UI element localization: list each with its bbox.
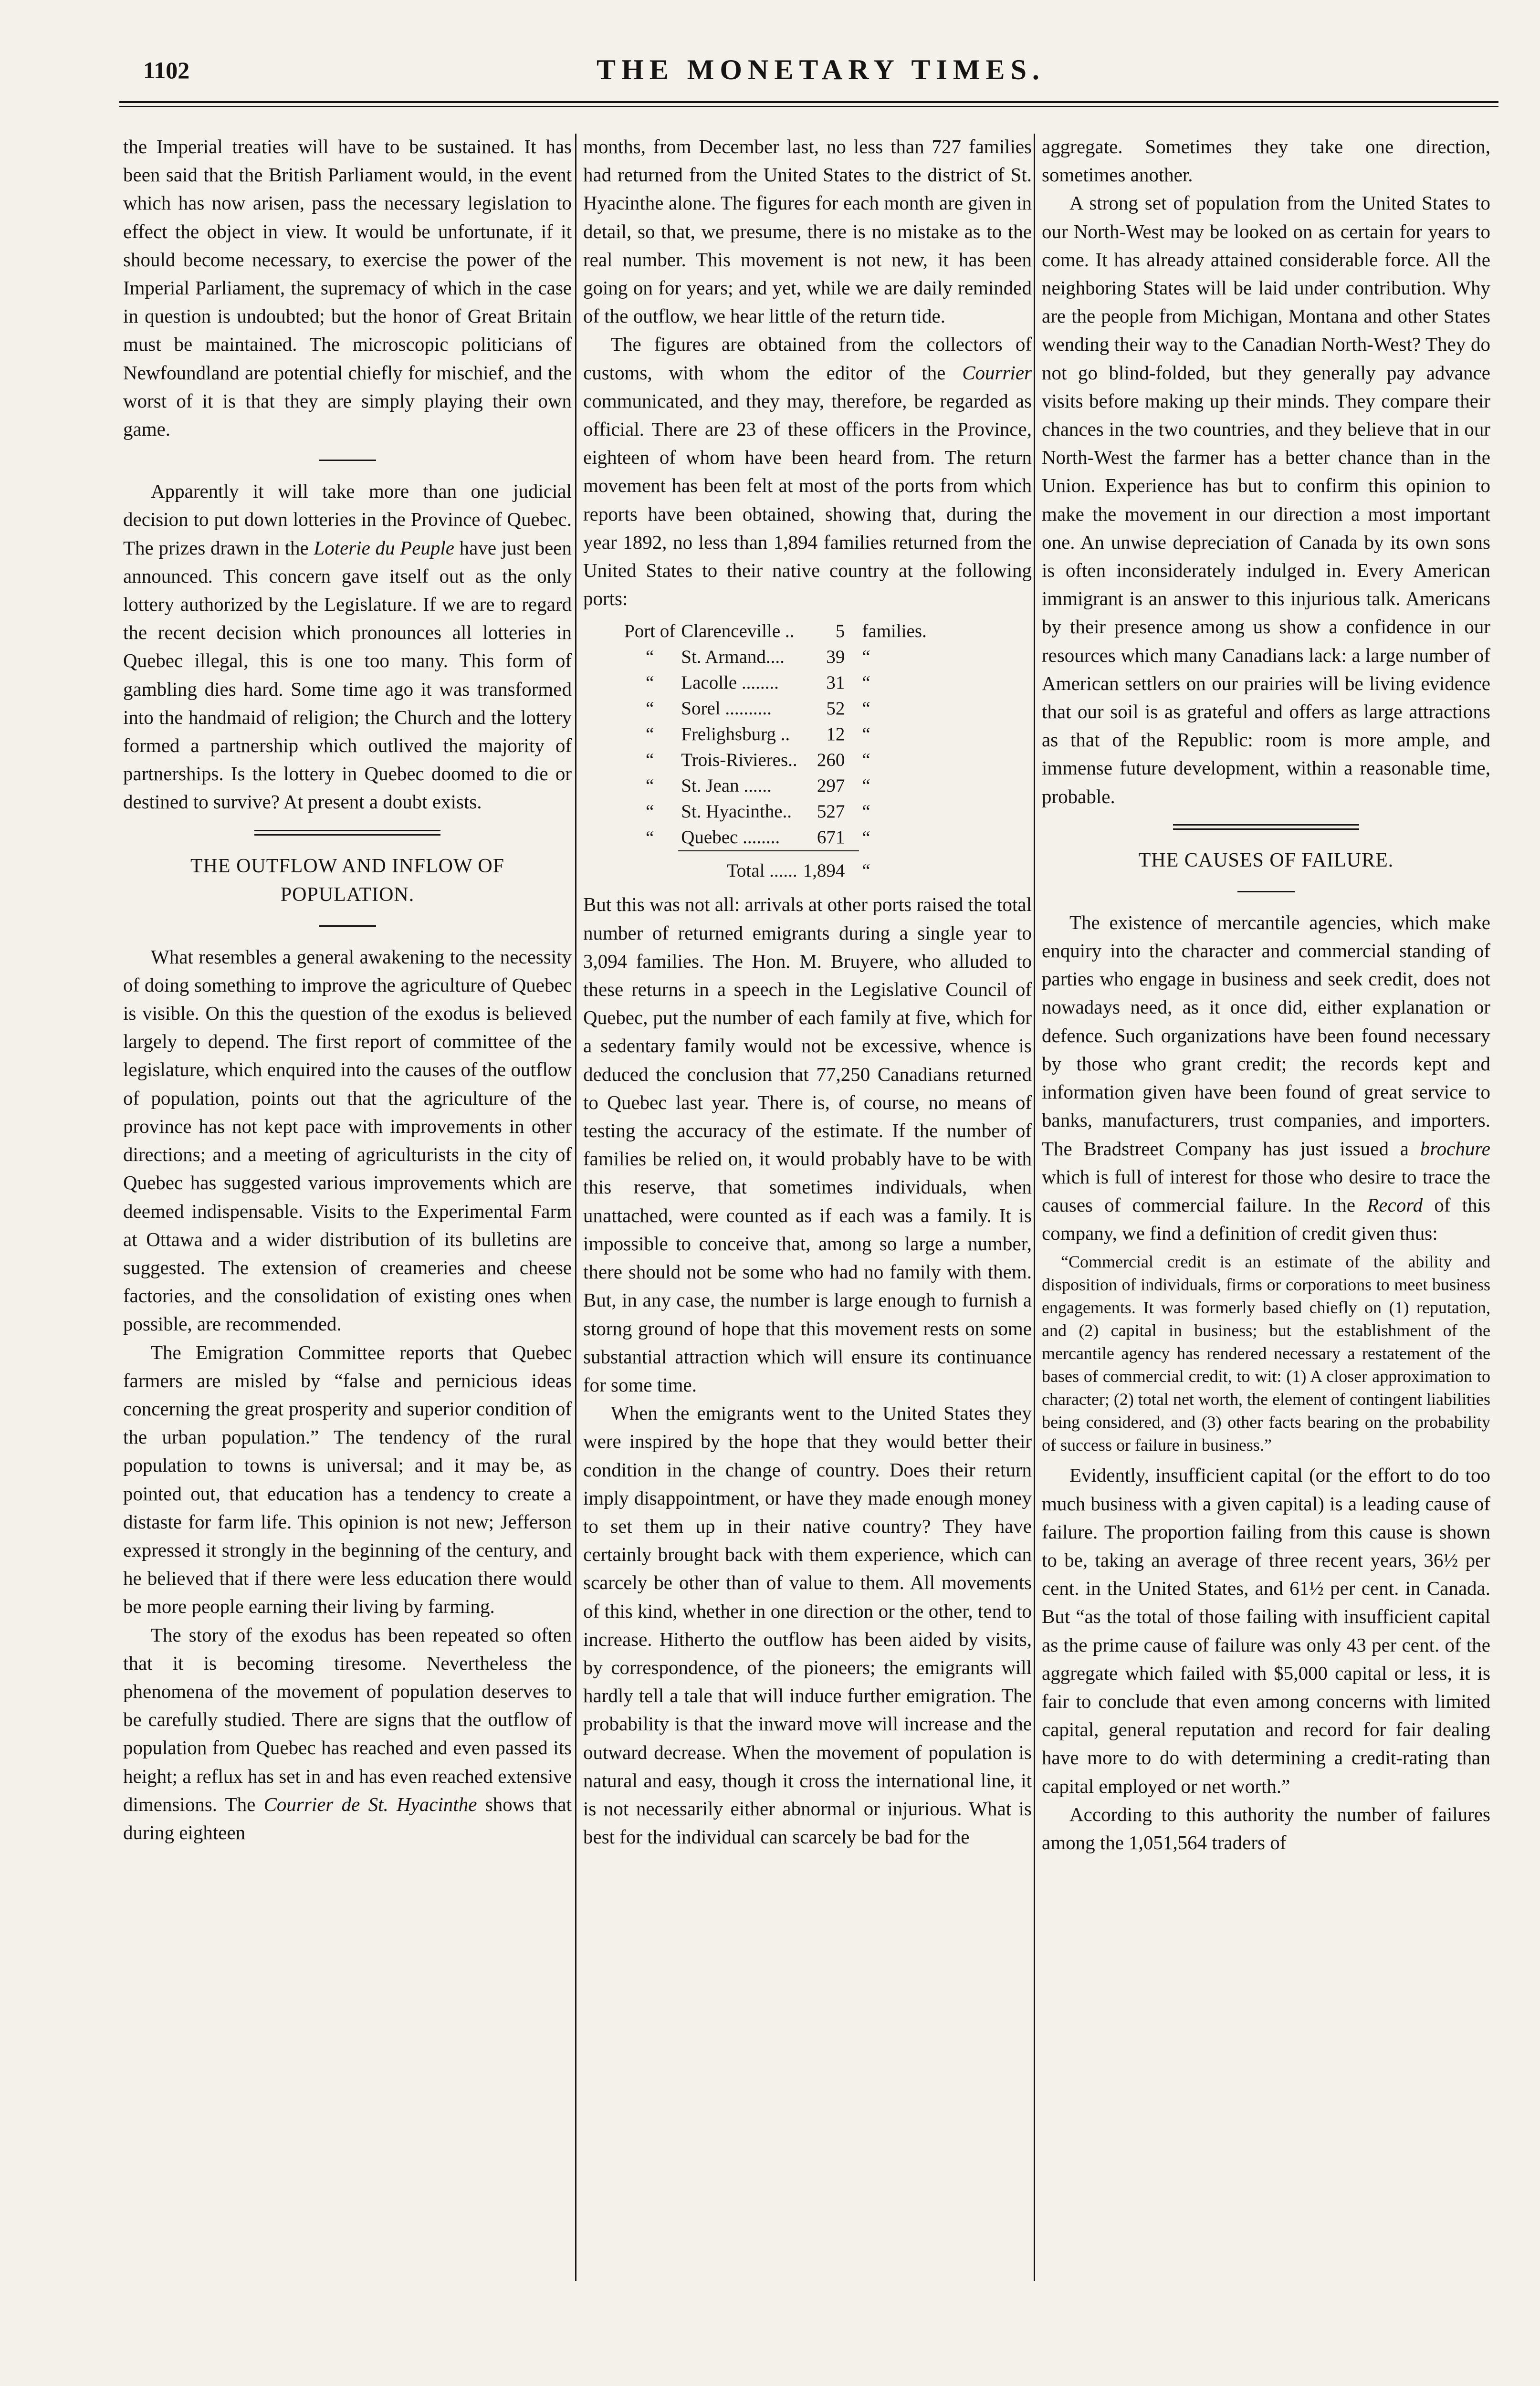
total-label: Total ...... bbox=[678, 851, 800, 884]
port-prefix: “ bbox=[645, 750, 654, 771]
port-unit: “ bbox=[862, 750, 870, 771]
table-row bbox=[621, 670, 930, 696]
text-run: communicated, and they may, therefore, be regarded as official. There are 23 of these officers in the Province, eighteen of whom have been heard from. The return movement has been felt at most of the ports from which reports have been obtained, showing that, during the year 1892, no less than 1,894 families returned from the United States to their native country at the following ports: bbox=[583, 389, 1032, 610]
article-paragraph bbox=[123, 1621, 572, 1847]
masthead: THE MONETARY TIMES. bbox=[597, 54, 1045, 85]
ports-table bbox=[621, 618, 930, 884]
article-paragraph bbox=[1042, 909, 1490, 1247]
column-divider bbox=[575, 134, 576, 2281]
column-3 bbox=[1042, 133, 1490, 1857]
table-row bbox=[621, 722, 930, 747]
quote-text: “Commercial credit is an estimate of the ability and disposition of individuals, firms or corporations to meet business engagements. It was formerly based chiefly on (1) reputation, and (2) capital in business; but the establishment of the mercantile agency has rendered necessary a restatement of the bases of commercial credit, to wit: (1) A closer approximation to character; (2) total net worth, the element of contingent liabilities being considered, and (3) other facts bearing on the probability of success or failure in business.” bbox=[1042, 1252, 1490, 1455]
port-unit: “ bbox=[862, 698, 870, 719]
article-paragraph bbox=[583, 330, 1032, 613]
port-prefix: “ bbox=[645, 647, 654, 668]
port-count: 260 bbox=[817, 750, 845, 771]
text-run: which is full of interest for those who desire to trace the causes of commercial failure. In the bbox=[1042, 1165, 1490, 1216]
port-unit: “ bbox=[862, 647, 870, 668]
separator-rule bbox=[319, 925, 376, 927]
table-row-total bbox=[621, 851, 930, 884]
port-name: Trois-Rivieres.. bbox=[681, 750, 797, 771]
port-name: St. Hyacinthe.. bbox=[681, 801, 792, 822]
table-row bbox=[621, 747, 930, 773]
table-row bbox=[621, 825, 930, 851]
port-unit: “ bbox=[862, 724, 870, 745]
port-count: 5 bbox=[835, 621, 845, 642]
header-rule-thin bbox=[119, 106, 1498, 107]
port-prefix: “ bbox=[645, 801, 654, 822]
text-run: shows that during eighteen bbox=[123, 1793, 572, 1843]
text-run: of this company, we find a definition of credit given thus: bbox=[1042, 1193, 1490, 1245]
italic-word: brochure bbox=[1420, 1137, 1490, 1160]
article-paragraph: The Emigration Committee reports that Quebec farmers are misled by “false and pernicious ideas concerning the great prosperity and superior condition of the urban population.” The tendency of the rural population to towns is universal; and it may be, as pointed out, that education has a tendency to create a distaste for farm life. This opinion is not new; Jefferson expressed it strongly in the beginning of the century, and he believed that if there were less education there would be more people earning their living by farming. bbox=[123, 1341, 572, 1618]
column-divider bbox=[1034, 134, 1035, 2281]
text-run: The existence of mercantile agencies, which make enquiry into the character and commercial standing of parties who engage in business and seek credit, does not nowadays need, as it once did, either explanation or defence. Such organizations have been found necessary by those who grant credit; the records kept and information given have been found of great service to banks, manufacturers, trust companies, and importers. The Bradstreet Company has just issued a bbox=[1042, 911, 1490, 1160]
header-rule bbox=[119, 101, 1498, 103]
section-heading: THE CAUSES OF FAILURE. bbox=[1138, 849, 1394, 871]
port-unit: “ bbox=[862, 801, 870, 822]
port-prefix: “ bbox=[645, 724, 654, 745]
total-value: 1,894 bbox=[800, 851, 859, 884]
article-paragraph: A strong set of population from the United States to our North-West may be looked on as certain for years to come. It has already attained considerable force. All the neighboring States will be laid under contribution. Why are the people from Michigan, Montana and other States wending their way to the Canadian North-West? They do not go blind-folded, but they generally pay advance visits before making up their minds. They compare their chances in the two countries, and they believe that in our North-West the farmer has a better chance than in the Union. Experience has but to confirm this opinion to make the movement in our direction a most important one. An unwise depreciation of Canada by its own sons is often inconsiderately indulged in. Every American immigrant is an answer to this injurious talk. Americans by their presence among us show a confidence in our resources which many Canadians lack: a large number of American settlers on our prairies will be living evidence that our soil is as grateful and offers as large attractions as that of the Republic: room is more ample, and immense future development, within a reasonable time, probable. bbox=[1042, 192, 1490, 807]
section-separator bbox=[1173, 824, 1359, 830]
table-row bbox=[621, 799, 930, 825]
port-count: 12 bbox=[826, 724, 845, 745]
separator-rule bbox=[1237, 891, 1295, 892]
port-count: 39 bbox=[826, 647, 845, 668]
port-unit: “ bbox=[862, 827, 870, 848]
port-count: 297 bbox=[817, 775, 845, 796]
italic-title: Loterie du Peuple bbox=[314, 536, 454, 559]
port-name: Clarenceville .. bbox=[681, 621, 795, 642]
port-unit: “ bbox=[862, 775, 870, 796]
article-paragraph bbox=[123, 477, 572, 816]
column-1 bbox=[123, 133, 572, 1847]
table-row bbox=[621, 773, 930, 799]
article-paragraph: According to this authority the number of failures among the 1,051,564 traders of bbox=[1042, 1803, 1490, 1853]
port-prefix: “ bbox=[645, 698, 654, 719]
article-paragraph: But this was not all: arrivals at other ports raised the total number of returned emigrants during a single year to 3,094 families. The Hon. M. Bruyere, who alluded to these returns in a speech in the Legislative Council of Quebec, put the number of each family at five, which for a sedentary family would not be excessive, whence is deduced the conclusion that 77,250 Canadians returned to Quebec last year. There is, of course, no means of testing the accuracy of the estimate. If the number of families be relied on, it would probably have to be with this reserve, that sometimes individuals, when unattached, were counted as if each was a family. It is impossible to conceive that, among so large a number, there should not be some who had no family with them. But, in any case, the number is large enough to furnish a storng ground of hope that this movement rests on some substantial attraction which will ensure its continuance for some time. bbox=[583, 893, 1032, 1396]
port-prefix: “ bbox=[645, 672, 654, 693]
article-paragraph: months, from December last, no less than 727 families had returned from the United States to the district of St. Hyacinthe alone. The figures for each month are given in detail, so that, we presume, there is no mistake as to the real number. This movement is not new, it has been going on for years; and yet, while we are daily reminded of the outflow, we hear little of the return tide. bbox=[583, 136, 1032, 327]
block-quote bbox=[1042, 1250, 1490, 1456]
text-run: Apparently it will take more than one judicial decision to put down lotteries in the Province of Quebec. The prizes drawn in the bbox=[123, 480, 572, 559]
text-run: The figures are obtained from the collectors of customs, with whom the editor of the bbox=[583, 333, 1032, 384]
port-count: 52 bbox=[826, 698, 845, 719]
total-unit: “ bbox=[862, 860, 870, 881]
text-run: have just been announced. This concern gave itself out as the only lottery authorized by the Legislature. If we are to regard the recent decision which pronounces all lotteries in Quebec illegal, this is one too many. This form of gambling dies hard. Some time ago it was transformed into the handmaid of religion; the Church and the lottery formed a partnership which outlived the majority of partnerships. Is the lottery in Quebec doomed to die or destined to survive? At present a doubt exists. bbox=[123, 536, 572, 813]
port-count: 31 bbox=[826, 672, 845, 693]
article-paragraph: the Imperial treaties will have to be sustained. It has been said that the British Parliament would, in the event which has now arisen, pass the necessary legislation to effect the object in view. It would be unfortunate, if it should become necessary, to exercise the power of the Imperial Parliament, the supremacy of which in the case in question is undoubted; but the honor of Great Britain must be maintained. The microscopic politicians of Newfoundland are potential chiefly for mischief, and the worst of it is that they are simply playing their own game. bbox=[123, 136, 572, 440]
article-paragraph: What resembles a general awakening to the necessity of doing something to improve the agriculture of Quebec is visible. On this the question of the exodus is believed largely to depend. The first report of committee of the legislature, which enquired into the causes of the outflow of population, points out that the agriculture of the province has not kept pace with improvements in other directions; and a meeting of agriculturists in the city of Quebec has suggested various improvements which are deemed indispensable. Visits to the Experimental Farm at Ottawa and a wider distribution of its bulletins are suggested. The extension of creameries and cheese factories, and the consolidation of existing ones when possible, are recommended. bbox=[123, 945, 572, 1335]
table-row bbox=[621, 696, 930, 722]
port-name: St. Armand.... bbox=[681, 647, 785, 668]
column-2 bbox=[583, 133, 1032, 1851]
text-run: The story of the exodus has been repeated so often that it is becoming tiresome. Nevertheless the phenomena of the movement of population deserves to be carefully studied. There are signs that the outflow of population from Quebec has reached and even passed its height; a reflux has set in and has even reached extensive dimensions. The bbox=[123, 1623, 572, 1815]
port-prefix: Port of bbox=[624, 621, 676, 642]
article-paragraph: When the emigrants went to the United States they were inspired by the hope that they would better their condition in the change of country. Does their return imply disappointment, or have they made enough money to set them up in their native country? They have certainly brought back with them experience, which can scarcely be other than of value to them. All movements of this kind, whether in one direction or the other, tend to increase. Hitherto the outflow has been aided by visits, by correspondence, of the pioneers; the emigrants will hardly tell a tale that will induce further emigration. The probability is that the inward move will increase and the outward decrease. When the movement of population is natural and easy, though it cross the international line, it is not necessarily either abnormal or injurious. What is best for the individual can scarcely be bad for the bbox=[583, 1402, 1032, 1848]
port-name: Sorel .......... bbox=[681, 698, 772, 719]
article-paragraph: aggregate. Sometimes they take one direction, sometimes another. bbox=[1042, 136, 1490, 186]
page-number: 1102 bbox=[143, 57, 190, 84]
article-paragraph: Evidently, insufficient capital (or the effort to do too much business with a given capital) is a leading cause of failure. The proportion failing from this cause is shown to be, taking an average of three recent years, 36½ per cent. in the United States, and 61½ per cent. in Canada. But “as the total of those failing with insufficient capital as the prime cause of failure was only 43 per cent. of the aggregate which failed with $5,000 capital or less, it is fair to conclude that even among concerns with limited capital, general reputation and record for fair dealing have more to do with determining a credit-rating than capital employed or net worth.” bbox=[1042, 1464, 1490, 1797]
port-unit: families. bbox=[862, 621, 927, 642]
port-unit: “ bbox=[862, 672, 870, 693]
italic-word: Record bbox=[1367, 1193, 1423, 1216]
port-name: Lacolle ........ bbox=[681, 672, 779, 693]
port-prefix: “ bbox=[645, 775, 654, 796]
separator-rule bbox=[319, 460, 376, 461]
port-count: 527 bbox=[817, 801, 845, 822]
port-count: 671 bbox=[817, 827, 845, 848]
port-name: St. Jean ...... bbox=[681, 775, 772, 796]
port-name: Frelighsburg .. bbox=[681, 724, 790, 745]
italic-title: Courrier bbox=[962, 361, 1032, 384]
table-row bbox=[621, 618, 930, 644]
section-separator bbox=[254, 830, 440, 836]
port-name: Quebec ........ bbox=[681, 827, 780, 848]
section-heading: THE OUTFLOW AND INFLOW OF POPULATION. bbox=[190, 855, 505, 906]
table-row bbox=[621, 644, 930, 670]
italic-title: Courrier de St. Hyacinthe bbox=[263, 1793, 477, 1815]
port-prefix: “ bbox=[645, 827, 654, 848]
